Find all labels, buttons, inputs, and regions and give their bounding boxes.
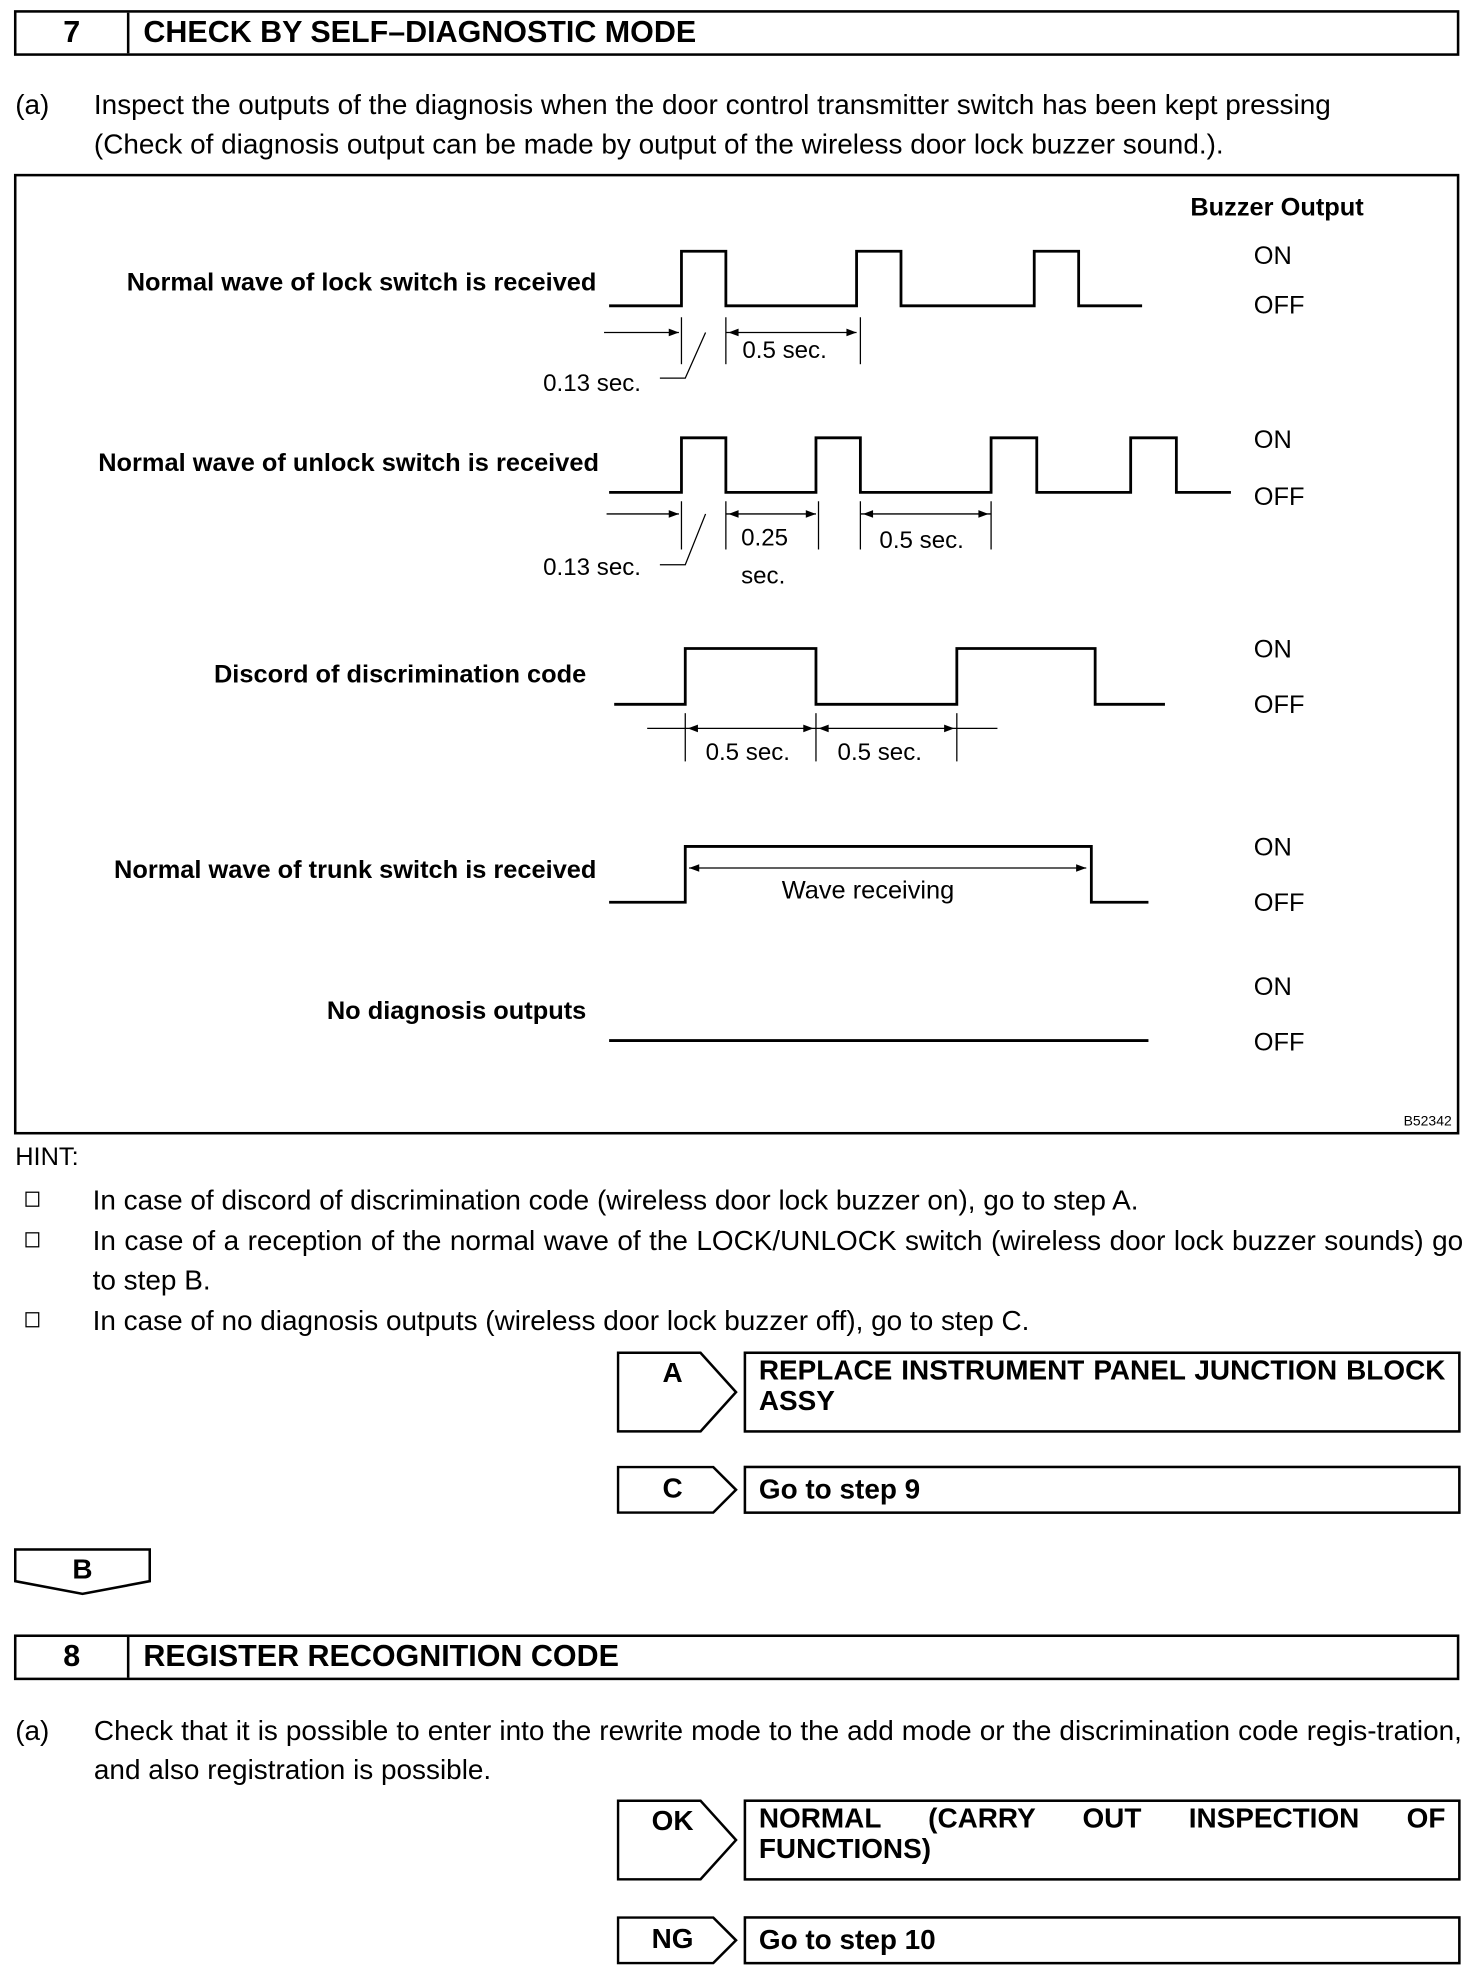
branch-label: B (72, 1553, 93, 1585)
branch-ok[interactable] (617, 1799, 1461, 1880)
row-label-unlock: Normal wave of unlock switch is received (98, 449, 599, 478)
item-text: Check that it is possible to enter into the rewrite mode to the add mode or the discrimination code regis-tration, and also registration is possible. (93, 1714, 1462, 1786)
off-label: OFF (1253, 691, 1305, 720)
step-title: REGISTER RECOGNITION CODE (143, 1639, 619, 1674)
step-8-item-a (15, 1711, 1462, 1792)
waveform-chart (14, 174, 1459, 1135)
item-tag: (a) (15, 1714, 50, 1747)
on-label: ON (1253, 242, 1292, 271)
step-number: 8 (16, 1637, 129, 1678)
annotation: 0.25 (741, 525, 789, 553)
branch-label: NG (651, 1922, 694, 1955)
annotation: Wave receiving (781, 876, 955, 905)
step-number: 7 (16, 13, 129, 54)
row-label-trunk: Normal wave of trunk switch is received (114, 856, 597, 885)
branch-label: A (662, 1356, 683, 1389)
step-8-header (14, 1634, 1459, 1680)
off-label: OFF (1253, 889, 1305, 918)
annotation: sec. (741, 563, 786, 591)
annotation: 0.5 sec. (837, 739, 922, 767)
branch-ng[interactable] (617, 1916, 1461, 1964)
annotation: 0.5 sec. (742, 337, 827, 365)
repair-manual-page: 7 CHECK BY SELF–DIAGNOSTIC MODE (a) Inspect the outputs of the diagnosis when the door control transmitter switch has been kept pressing (Check of diagnosis output can be made by output of the wireless door lock buzzer sound.). Buzzer Output Normal wave of lock switch is received ON OFF 0.13 sec. 0.5 sec. Normal wave of unlock switch is received ON OFF 0.13 sec. 0.25 sec. 0.5 sec. Discord of discrimination code ON OFF 0.5 sec. 0.5 sec. Normal wave of trunk switch is received ON OFF Wave receiving No diagnosis outputs ON OFF B52342 HINT: In case of discord of discrimination code (wireless door lock buzzer on), go to step A. In case of a reception of the normal wave of the LOCK/UNLOCK switch (wireless door lock buzzer sounds) go to step B. In case of no diagnosis outputs (wireless door lock buzzer off), go to step C. A REPLACE INSTRUMENT PANEL JUNCTION BLOCK ASSY C Go to step 9 B 8 REGISTER RECOGNITION CODE (a) Check that it is possible to enter into the rewrite mode to the add mode or the discrimination code regis-tration, and also registration is possible. OK NORMAL (CARRY OUT INSPECTION OF FUNCTIONS) NG Go to step 10 (0, 0, 1472, 1968)
item-tag: (a) (15, 88, 50, 121)
off-label: OFF (1253, 291, 1305, 320)
buzzer-output-header: Buzzer Output (1190, 194, 1364, 223)
branch-label: C (662, 1472, 683, 1504)
row-label-discord: Discord of discrimination code (213, 661, 587, 690)
on-label: ON (1253, 426, 1292, 455)
step-title: CHECK BY SELF–DIAGNOSTIC MODE (143, 15, 697, 50)
branch-label: OK (651, 1804, 694, 1837)
annotation: 0.5 sec. (705, 739, 791, 767)
checkbox-bullet-icon (25, 1232, 39, 1247)
off-label: OFF (1253, 483, 1305, 512)
branch-a[interactable] (617, 1351, 1461, 1432)
on-label: ON (1253, 635, 1292, 664)
on-label: ON (1253, 833, 1292, 862)
item-text-line-1: Inspect the outputs of the diagnosis when the door control transmitter switch has been kept pressing (93, 88, 1331, 121)
row-label-no-diagnosis: No diagnosis outputs (326, 997, 587, 1026)
step-7-header (14, 10, 1459, 56)
figure-id: B52342 (1403, 1114, 1452, 1130)
buzzer-output-diagram (14, 174, 1459, 1135)
annotation: 0.13 sec. (543, 554, 641, 582)
on-label: ON (1253, 973, 1292, 1002)
annotation: 0.13 sec. (543, 370, 641, 398)
off-label: OFF (1253, 1029, 1305, 1058)
branch-result: Go to step 9 (744, 1466, 1461, 1514)
annotation: 0.5 sec. (879, 527, 964, 555)
hint-title: HINT: (15, 1143, 79, 1172)
branch-c[interactable] (617, 1466, 1461, 1514)
branch-result: Go to step 10 (744, 1916, 1461, 1964)
checkbox-bullet-icon (25, 1312, 39, 1327)
checkbox-bullet-icon (25, 1192, 39, 1207)
continue-b[interactable] (14, 1548, 154, 1601)
branch-result: NORMAL (CARRY OUT INSPECTION OF FUNCTIONS) (744, 1799, 1461, 1880)
row-label-lock: Normal wave of lock switch is received (126, 269, 597, 297)
item-text-line-2: (Check of diagnosis output can be made by output of the wireless door lock buzzer sound.). (93, 128, 1224, 160)
branch-result: REPLACE INSTRUMENT PANEL JUNCTION BLOCK ASSY (744, 1351, 1461, 1432)
step-7-item-a (15, 85, 1472, 166)
